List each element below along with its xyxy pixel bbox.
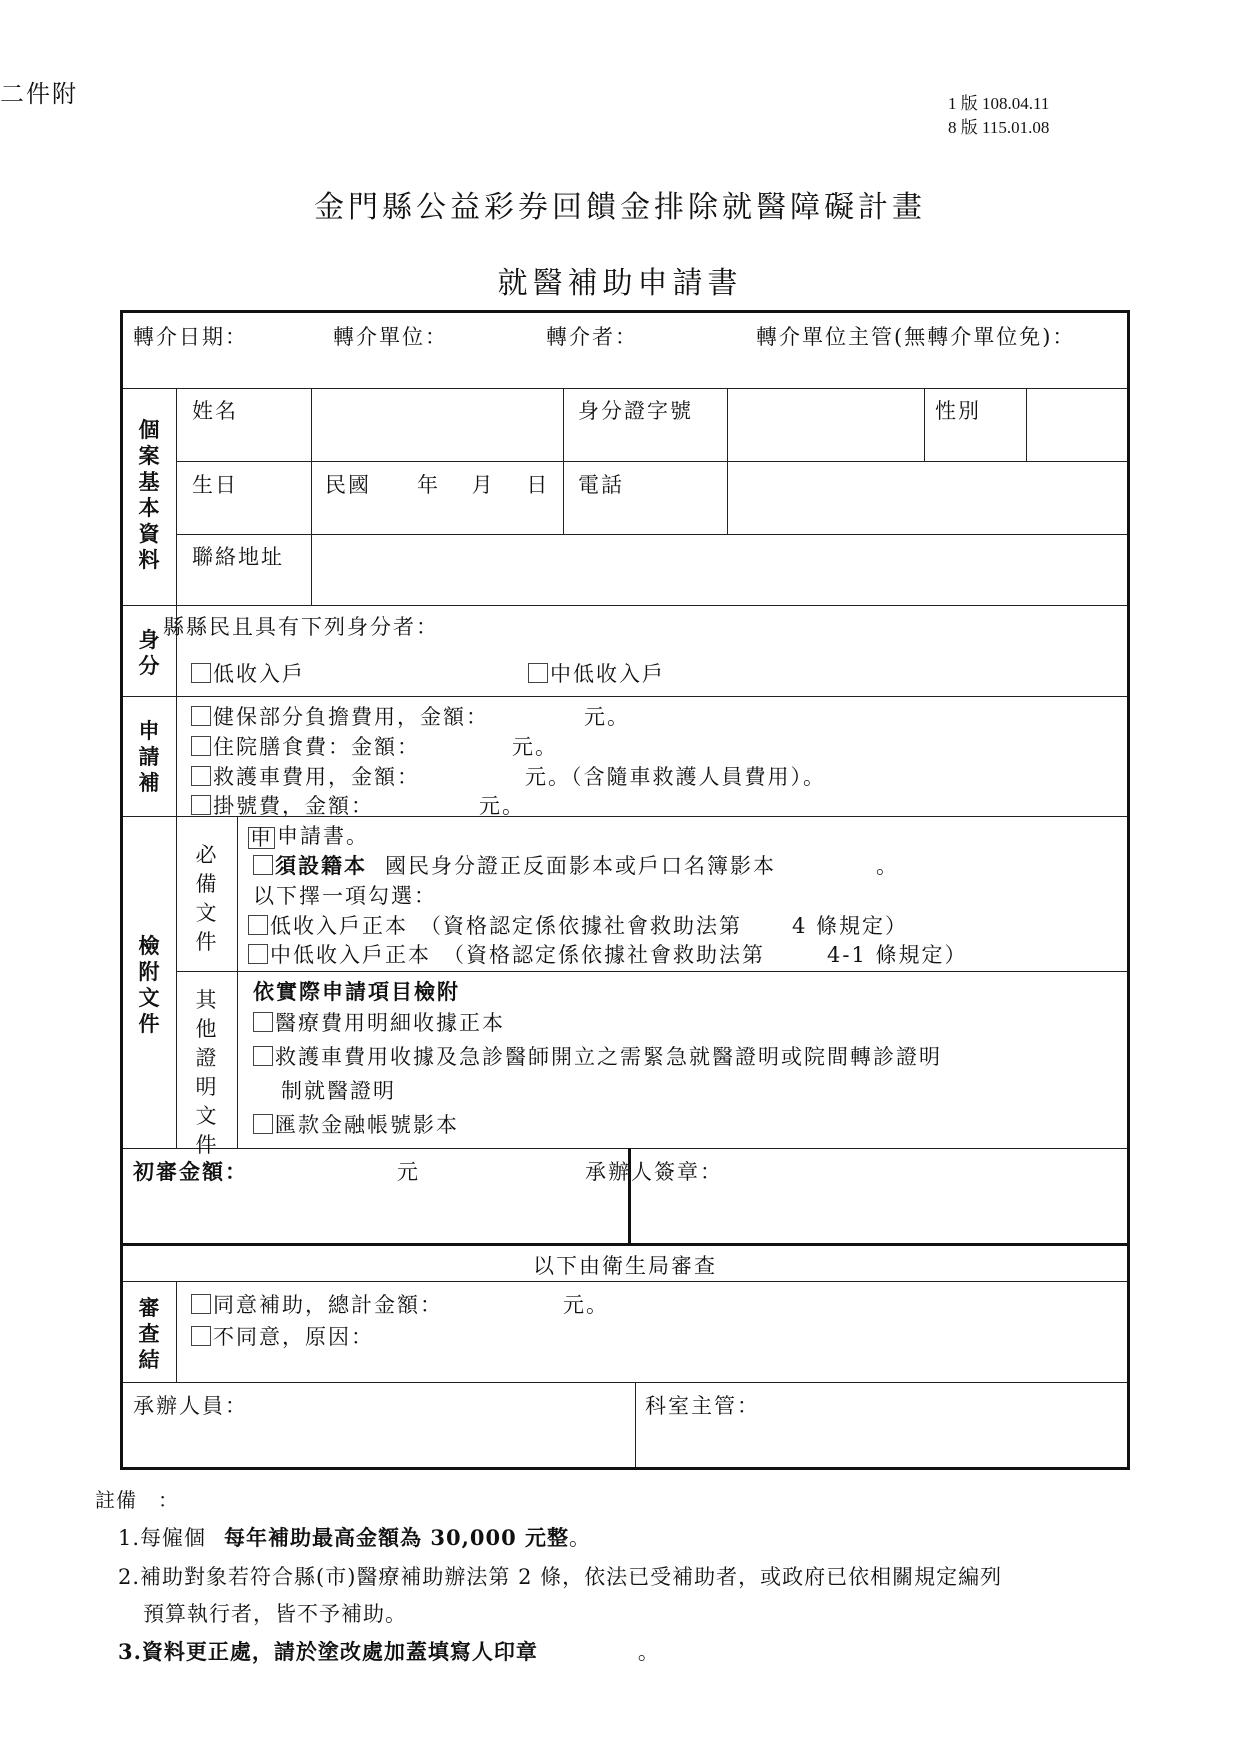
initial-review-amount-input[interactable]: [263, 1151, 393, 1181]
attachment-label: 二件附: [0, 80, 78, 108]
checkbox[interactable]: [191, 706, 211, 726]
handler-signature-label: 承辦人簽章：: [585, 1160, 723, 1184]
health-bureau-header: 以下由衛生局審查: [533, 1254, 717, 1278]
other-docs-header: 依實際申請項目檢附: [253, 979, 460, 1004]
divider: [123, 1243, 1127, 1246]
checkbox[interactable]: [248, 944, 268, 964]
phone-label: 電話: [578, 473, 624, 497]
identity-section-label: 身分: [138, 627, 160, 678]
documents-section-label: 檢附文件: [138, 933, 160, 1036]
checkbox[interactable]: 申: [250, 826, 273, 850]
identity-option-low-income[interactable]: 低收入戶: [191, 658, 305, 688]
checkbox[interactable]: [248, 915, 268, 935]
other-doc-medical-receipt[interactable]: 醫療費用明細收據正本: [253, 1007, 505, 1037]
divider: [635, 1382, 636, 1467]
form-title: 就醫補助申請書: [497, 266, 743, 301]
section-supervisor-label: 科室主管：: [645, 1394, 760, 1418]
address-input[interactable]: [312, 535, 1127, 604]
gender-input[interactable]: [1027, 389, 1127, 460]
apply-item-meal[interactable]: 住院膳食費：金額： 元。: [191, 731, 558, 761]
note-2-cont: 預算執行者，皆不予補助。: [143, 1602, 407, 1626]
divider: [123, 605, 1127, 606]
identity-option-mid-low-income[interactable]: 中低收入戶: [528, 658, 665, 688]
identity-prompt: 縣縣民且具有下列身分者：: [163, 615, 439, 639]
divider: [123, 1382, 1127, 1383]
other-docs-label: 其他證明文件: [195, 988, 217, 1157]
divider: [237, 816, 238, 1148]
checkbox[interactable]: [191, 1326, 211, 1346]
handler-signature-area[interactable]: [631, 1183, 1125, 1241]
notes-title: 註備 ：: [95, 1488, 179, 1512]
review-result-section-label: 審查結: [138, 1295, 160, 1372]
divider: [123, 388, 1127, 389]
name-label: 姓名: [192, 399, 238, 423]
divider: [123, 1281, 1127, 1282]
note-2: 2.補助對象若符合縣(市)醫療補助辦法第 2 條，依法已受補助者，或政府已依相關規定編列: [118, 1565, 1003, 1589]
apply-item-copayment[interactable]: 健保部分負擔費用，金額： 元。: [191, 701, 630, 731]
referral-date-field[interactable]: 轉介日期：: [133, 325, 248, 349]
apply-item-registration[interactable]: 掛號費，金額： 元。: [191, 790, 525, 820]
apply-item-ambulance[interactable]: 救護車費用，金額： 元。（含隨車救護人員費用）。: [191, 761, 826, 791]
required-docs-label: 必備文件: [195, 843, 217, 954]
checkbox[interactable]: [253, 1114, 273, 1134]
required-doc-mid-low-income[interactable]: 中低收入戶正本 （資格認定係依據社會救助法第 4-1 條規定）: [248, 939, 968, 969]
checkbox[interactable]: [253, 855, 273, 875]
required-doc-application: 申 申請書。: [250, 824, 369, 850]
checkbox[interactable]: [191, 1294, 211, 1314]
checkbox[interactable]: [191, 663, 211, 683]
required-doc-low-income[interactable]: 低收入戶正本 （資格認定係依據社會救助法第 4 條規定）: [248, 910, 908, 940]
note-3: 3.資料更正處，請於塗改處加蓋填寫人印章 。: [118, 1639, 660, 1664]
page-title: 金門縣公益彩券回饋金排除就醫障礙計畫: [314, 190, 926, 225]
divider: [123, 696, 1127, 697]
section-supervisor-signature-area[interactable]: [637, 1413, 1125, 1465]
divider: [176, 971, 1127, 972]
checkbox[interactable]: [528, 663, 548, 683]
initial-review-unit: 元: [397, 1160, 420, 1184]
checkbox[interactable]: [253, 1046, 273, 1066]
note-1: 1.每僱個 每年補助最高金額為 30,000 元整。: [118, 1525, 592, 1550]
version-info: [948, 92, 1049, 140]
checkbox[interactable]: [191, 766, 211, 786]
case-handler-label: 承辦人員：: [133, 1394, 248, 1418]
gender-label: 性別: [935, 399, 981, 423]
birthday-input[interactable]: 民國 年 月 日: [325, 473, 550, 497]
divider: [176, 388, 177, 816]
initial-review-amount-label: 初審金額：: [133, 1159, 248, 1184]
divider: [563, 388, 564, 534]
required-doc-id-copy[interactable]: 須設籍本 國民身分證正反面影本或戶口名簿影本 。: [253, 850, 899, 880]
basic-info-section-label: 個案基本資料: [138, 417, 160, 572]
referrer-field[interactable]: 轉介者：: [546, 325, 638, 349]
version-line: 8 版 115.01.08: [948, 118, 1050, 137]
other-doc-ambulance-receipt-cont: 制就醫證明: [281, 1079, 396, 1103]
other-doc-bank-account[interactable]: 匯款金融帳號影本: [253, 1109, 459, 1139]
divider: [176, 816, 177, 1148]
other-doc-ambulance-receipt[interactable]: 救護車費用收據及急診醫師開立之需緊急就醫證明或院間轉診證明: [253, 1041, 942, 1071]
application-form: [120, 310, 1130, 1470]
referral-unit-field[interactable]: 轉介單位：: [333, 325, 448, 349]
divider: [176, 1281, 177, 1382]
review-approve-option[interactable]: 同意補助，總計金額： 元。: [191, 1289, 609, 1319]
checkbox[interactable]: [253, 1012, 273, 1032]
apply-section-label: 申請補: [138, 718, 160, 795]
id-number-input[interactable]: [728, 389, 923, 460]
phone-input[interactable]: [728, 462, 1127, 533]
version-line: 1 版 108.04.11: [948, 94, 1050, 113]
choose-one-label: 以下擇一項勾選：: [253, 884, 437, 908]
checkbox[interactable]: [191, 736, 211, 756]
referral-supervisor-field[interactable]: 轉介單位主管(無轉介單位免)：: [756, 325, 1076, 349]
divider: [123, 1148, 1127, 1149]
divider: [924, 388, 925, 461]
address-label: 聯絡地址: [192, 545, 284, 569]
review-reject-option[interactable]: 不同意，原因：: [191, 1321, 374, 1351]
case-handler-signature-area[interactable]: [123, 1413, 633, 1465]
birthday-label: 生日: [192, 473, 238, 497]
checkbox[interactable]: [191, 795, 211, 815]
id-number-label: 身分證字號: [578, 399, 693, 423]
name-input[interactable]: [312, 389, 562, 460]
